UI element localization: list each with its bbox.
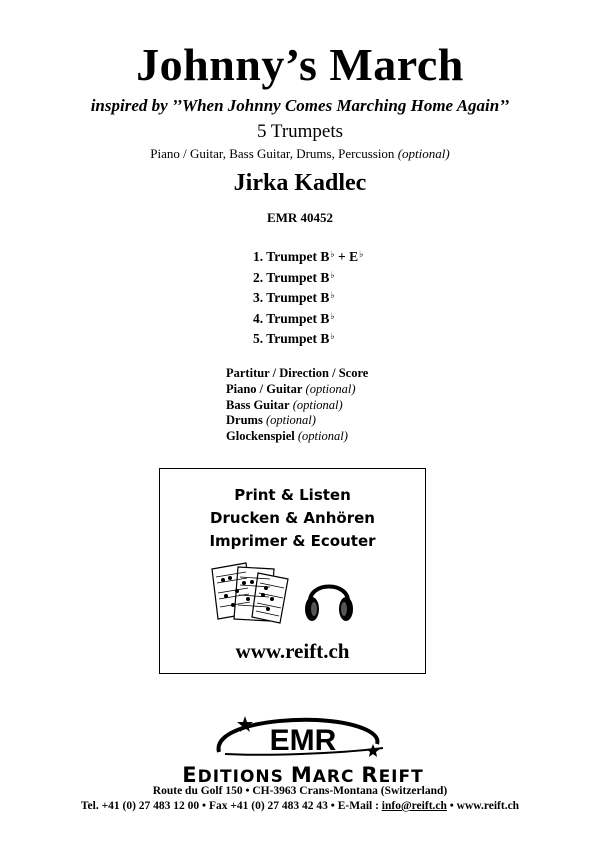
print-listen-box[interactable]: [159, 468, 426, 674]
headphones-icon: [302, 569, 356, 625]
sheet-music-icon: [208, 561, 292, 625]
part-4: [253, 309, 363, 330]
part-label: 1. Trumpet B: [253, 249, 330, 264]
publisher-contact: [0, 800, 600, 812]
promo-line-drucken: Drucken & Anhören: [210, 509, 375, 527]
publisher-address: Route du Golf 150 • CH-3963 Crans-Montana (Switzerland): [152, 785, 448, 797]
part-label: 2. Trumpet B: [253, 269, 330, 285]
part-label: 3. Trumpet B: [253, 290, 330, 305]
contact-phone-fax: Tel. +41 (0) 27 483 12 00 • Fax +41 (0) 27 483 42 43 • E-Mail :: [80, 800, 382, 812]
publisher-eift: EIFT: [378, 767, 424, 787]
extra-item: [226, 429, 368, 445]
flat-sign: ♭: [330, 249, 335, 259]
title: Johnny’s March: [136, 39, 464, 90]
email-link[interactable]: info@reift.ch: [381, 800, 447, 812]
part-2: [253, 268, 363, 289]
emr-logo-text: EMR: [269, 724, 337, 757]
publisher-ditions: DITIONS: [197, 767, 291, 787]
flat-sign: ♭: [330, 290, 335, 300]
extra-name: Partitur / Direction / Score: [226, 366, 369, 380]
extra-item: [226, 413, 368, 429]
publisher-initial-e: E: [182, 763, 198, 787]
extra-note: (optional): [292, 397, 343, 412]
promo-line-print-listen: Print & Listen: [234, 486, 351, 504]
flat-sign: ♭: [330, 331, 335, 341]
ensemble: 5 Trumpets: [256, 121, 344, 142]
part-label: 4. Trumpet B: [253, 310, 330, 326]
accompaniment: [0, 146, 600, 162]
website-url[interactable]: www.reift.ch: [235, 639, 350, 663]
contact-website: • www.reift.ch: [446, 800, 520, 812]
extra-name: Piano / Guitar: [226, 381, 303, 396]
publisher-name: [157, 763, 449, 787]
publisher-arc: ARC: [312, 767, 362, 787]
extra-item: [226, 398, 368, 414]
extra-name: Drums: [226, 413, 263, 428]
part-1: [253, 247, 363, 268]
publisher-initial-r: R: [361, 763, 379, 787]
catalog-number: EMR 40452: [266, 210, 334, 225]
emr-logo: [205, 712, 395, 760]
accompaniment-optional: (optional): [397, 146, 450, 161]
flat-sign: ♭: [330, 310, 335, 321]
part-5: [253, 329, 363, 350]
extra-item: [226, 366, 368, 382]
extra-note: (optional): [265, 413, 316, 428]
extra-note: (optional): [305, 381, 356, 396]
flat-sign: ♭: [359, 249, 364, 259]
publisher-initial-m: M: [290, 763, 313, 787]
part-extra: + E: [334, 249, 359, 264]
parts-list: [253, 247, 363, 350]
composer: Jirka Kadlec: [233, 170, 367, 196]
extra-name: Glockenspiel: [226, 429, 295, 444]
promo-line-imprimer: Imprimer & Ecouter: [209, 532, 376, 550]
extras-list: [226, 366, 368, 445]
part-label: 5. Trumpet B: [253, 331, 330, 346]
extra-item: [226, 382, 368, 398]
flat-sign: ♭: [330, 269, 335, 280]
accompaniment-text: Piano / Guitar, Bass Guitar, Drums, Percussion: [150, 146, 395, 161]
subtitle: inspired by ’’When Johnny Comes Marching Home Again’’: [90, 96, 510, 115]
extra-note: (optional): [297, 429, 348, 444]
extra-name: Bass Guitar: [226, 397, 290, 412]
part-3: [253, 288, 363, 309]
